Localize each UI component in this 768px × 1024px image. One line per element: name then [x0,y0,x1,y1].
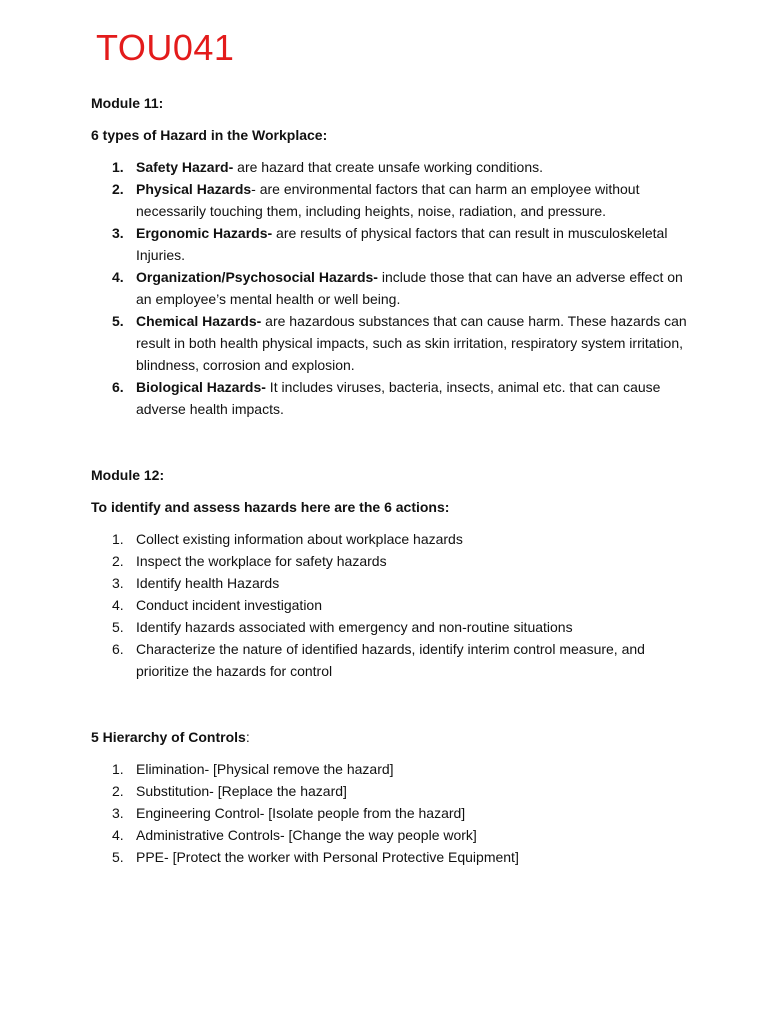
module-12-subtitle: To identify and assess hazards here are the 6 actions: [91,499,450,515]
hazard-description: are hazardous substances that can cause harm. These hazards can result in both health physical impacts, such as skin irritation, respiratory system irritation, blindness, corrosion and explosion. [136,313,687,373]
module-11-subtitle: 6 types of Hazard in the Workplace: [91,127,328,143]
hazard-term: Safety Hazard- [136,159,234,175]
list-number: 5. [112,849,124,865]
hazard-term: Physical Hazards [136,181,252,197]
list-number: 6. [112,641,124,657]
list-item [91,376,691,420]
hazard-description: - are environmental factors that can harm an employee without necessarily touching them, including heights, noise, radiation, and pressure. [136,181,640,219]
hazard-types-list [91,156,691,420]
list-number: 2. [112,783,124,799]
action-text: Inspect the workplace for safety hazards [136,553,387,569]
list-item [91,824,691,846]
list-number: 2. [112,553,124,569]
list-item [91,310,691,376]
module-12-title: Module 12: [91,467,165,483]
control-text: PPE- [Protect the worker with Personal Protective Equipment] [136,849,519,865]
module-12-section [91,464,691,682]
hazard-description: are results of physical factors that can result in musculoskeletal Injuries. [136,225,668,263]
document-code: TOU041 [96,27,235,68]
list-number: 5. [112,619,124,635]
hazard-term: Chemical Hazards- [136,313,262,329]
control-text: Engineering Control- [Isolate people from the hazard] [136,805,466,821]
control-text: Administrative Controls- [Change the way people work] [136,827,477,843]
action-text: Conduct incident investigation [136,597,323,613]
list-item [91,616,691,638]
list-item [91,594,691,616]
list-number: 4. [112,827,124,843]
hierarchy-title-colon: : [245,729,250,745]
list-number: 2. [112,181,124,197]
list-number: 1. [112,761,124,777]
action-text: Collect existing information about workplace hazards [136,531,463,547]
list-item [91,178,691,222]
list-item [91,802,691,824]
list-item [91,550,691,572]
list-number: 3. [112,805,124,821]
assessment-actions-list [91,528,691,682]
list-number: 1. [112,531,124,547]
list-number: 4. [112,597,124,613]
list-item [91,528,691,550]
hazard-term: Ergonomic Hazards- [136,225,273,241]
list-item [91,156,691,178]
hazard-description: are hazard that create unsafe working conditions. [233,159,544,175]
module-11-section [91,92,691,420]
hazard-term: Biological Hazards- [136,379,266,395]
list-item [91,266,691,310]
hazard-description: include those that can have an adverse effect on an employee’s mental health or well being. [136,269,683,307]
list-number: 6. [112,379,124,395]
list-item [91,638,691,682]
hierarchy-section [91,726,691,868]
list-item [91,780,691,802]
list-number: 1. [112,159,124,175]
list-number: 4. [112,269,124,285]
action-text: Identify health Hazards [136,575,280,591]
hazard-description: It includes viruses, bacteria, insects, animal etc. that can cause adverse health impacts. [136,379,661,417]
document-body [91,92,691,868]
action-text: Characterize the nature of identified hazards, identify interim control measure, and prioritize the hazards for control [136,641,645,679]
hazard-term: Organization/Psychosocial Hazards- [136,269,378,285]
list-number: 5. [112,313,124,329]
list-item [91,222,691,266]
list-item [91,572,691,594]
control-text: Elimination- [Physical remove the hazard] [136,761,394,777]
list-number: 3. [112,575,124,591]
control-text: Substitution- [Replace the hazard] [136,783,347,799]
hierarchy-title [91,726,691,748]
module-11-title: Module 11: [91,95,164,111]
hierarchy-title-text: 5 Hierarchy of Controls [91,729,246,745]
hierarchy-controls-list [91,758,691,868]
list-item [91,846,691,868]
list-item [91,758,691,780]
action-text: Identify hazards associated with emergency and non-routine situations [136,619,573,635]
list-number: 3. [112,225,124,241]
